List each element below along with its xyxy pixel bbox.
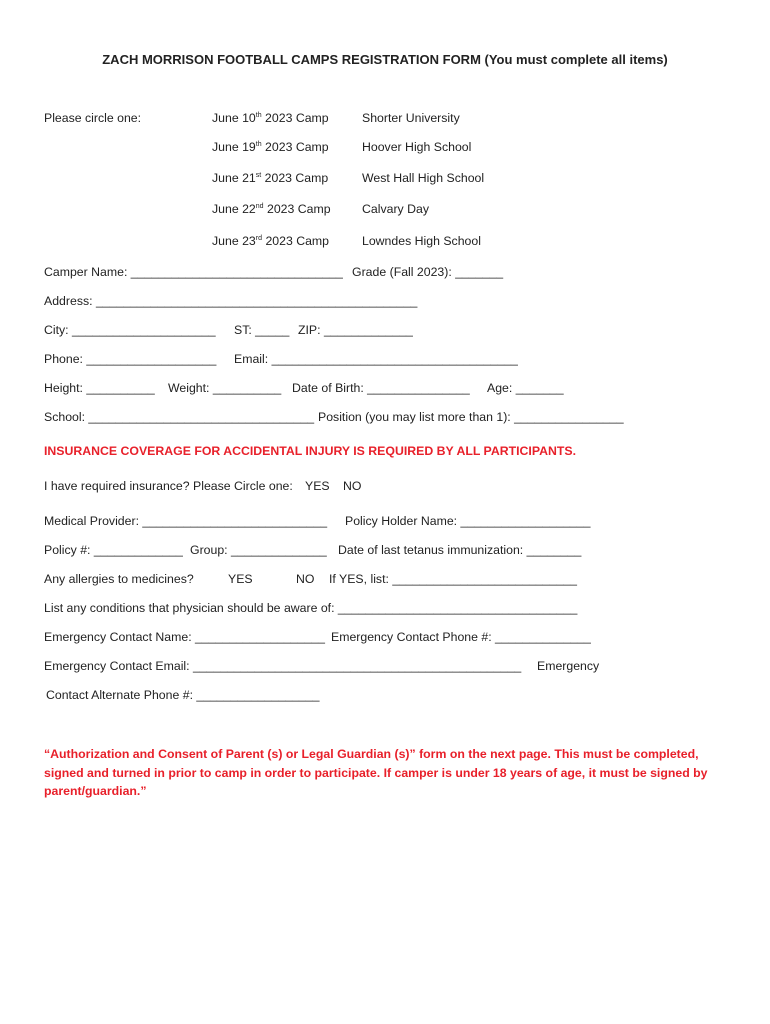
camp-date-3[interactable]: June 21st 2023 Camp xyxy=(212,171,329,185)
grade-field[interactable]: Grade (Fall 2023): _______ xyxy=(352,265,504,279)
camp-location-4[interactable]: Calvary Day xyxy=(362,202,429,216)
emergency-label: Emergency xyxy=(537,659,600,673)
state-field[interactable]: ST: _____ xyxy=(234,323,290,337)
allergies-list-field[interactable]: If YES, list: ___________________________ xyxy=(329,572,577,586)
emergency-contact-email-field[interactable]: Emergency Contact Email: ________________________________________________ xyxy=(44,659,522,673)
emergency-contact-phone-field[interactable]: Emergency Contact Phone #: ______________ xyxy=(331,630,591,644)
allergies-no-option[interactable]: NO xyxy=(296,572,315,586)
camp-location-5[interactable]: Lowndes High School xyxy=(362,234,481,248)
camp-location-3[interactable]: West Hall High School xyxy=(362,171,485,185)
email-field[interactable]: Email: ____________________________________ xyxy=(234,352,518,366)
authorization-note: “Authorization and Consent of Parent (s) or Legal Guardian (s)” form on the next page. This must be completed, signed and turned in prior to camp in order to participate. If camper is under 18 years of age, it must be signed by parent/guardian.” xyxy=(44,747,708,798)
insurance-question: I have required insurance? Please Circle one: xyxy=(44,479,293,493)
insurance-notice: INSURANCE COVERAGE FOR ACCIDENTAL INJURY IS REQUIRED BY ALL PARTICIPANTS. xyxy=(44,444,577,458)
circle-one-label: Please circle one: xyxy=(44,111,142,125)
insurance-yes-option[interactable]: YES xyxy=(305,479,330,493)
insurance-no-option[interactable]: NO xyxy=(343,479,362,493)
camp-location-1[interactable]: Shorter University xyxy=(362,111,460,125)
position-field[interactable]: Position (you may list more than 1): ________________ xyxy=(318,410,624,424)
camp-location-2[interactable]: Hoover High School xyxy=(362,140,472,154)
weight-field[interactable]: Weight: __________ xyxy=(168,381,282,395)
alternate-phone-field[interactable]: Contact Alternate Phone #: __________________ xyxy=(46,688,320,702)
policy-holder-field[interactable]: Policy Holder Name: ___________________ xyxy=(345,514,591,528)
height-field[interactable]: Height: __________ xyxy=(44,381,155,395)
date-of-birth-field[interactable]: Date of Birth: _______________ xyxy=(292,381,470,395)
tetanus-date-field[interactable]: Date of last tetanus immunization: ________ xyxy=(338,543,582,557)
address-field[interactable]: Address: _______________________________________________ xyxy=(44,294,418,308)
camp-date-2[interactable]: June 19th 2023 Camp xyxy=(212,140,329,154)
allergies-yes-option[interactable]: YES xyxy=(228,572,253,586)
group-field[interactable]: Group: ______________ xyxy=(190,543,327,557)
camp-date-4[interactable]: June 22nd 2023 Camp xyxy=(212,202,331,216)
zip-field[interactable]: ZIP: _____________ xyxy=(298,323,413,337)
school-field[interactable]: School: _________________________________ xyxy=(44,410,315,424)
age-field[interactable]: Age: _______ xyxy=(487,381,564,395)
form-title: ZACH MORRISON FOOTBALL CAMPS REGISTRATION FORM (You must complete all items) xyxy=(102,52,668,67)
phone-field[interactable]: Phone: ___________________ xyxy=(44,352,217,366)
allergies-question: Any allergies to medicines? xyxy=(44,572,194,586)
emergency-contact-name-field[interactable]: Emergency Contact Name: ___________________ xyxy=(44,630,325,644)
medical-provider-field[interactable]: Medical Provider: ___________________________ xyxy=(44,514,328,528)
city-field[interactable]: City: _____________________ xyxy=(44,323,216,337)
camp-date-5[interactable]: June 23rd 2023 Camp xyxy=(212,234,330,248)
conditions-field[interactable]: List any conditions that physician should be aware of: ___________________________________ xyxy=(44,601,578,615)
camp-date-1[interactable]: June 10th 2023 Camp xyxy=(212,111,329,125)
policy-number-field[interactable]: Policy #: _____________ xyxy=(44,543,183,557)
camper-name-field[interactable]: Camper Name: _______________________________ xyxy=(44,265,343,279)
